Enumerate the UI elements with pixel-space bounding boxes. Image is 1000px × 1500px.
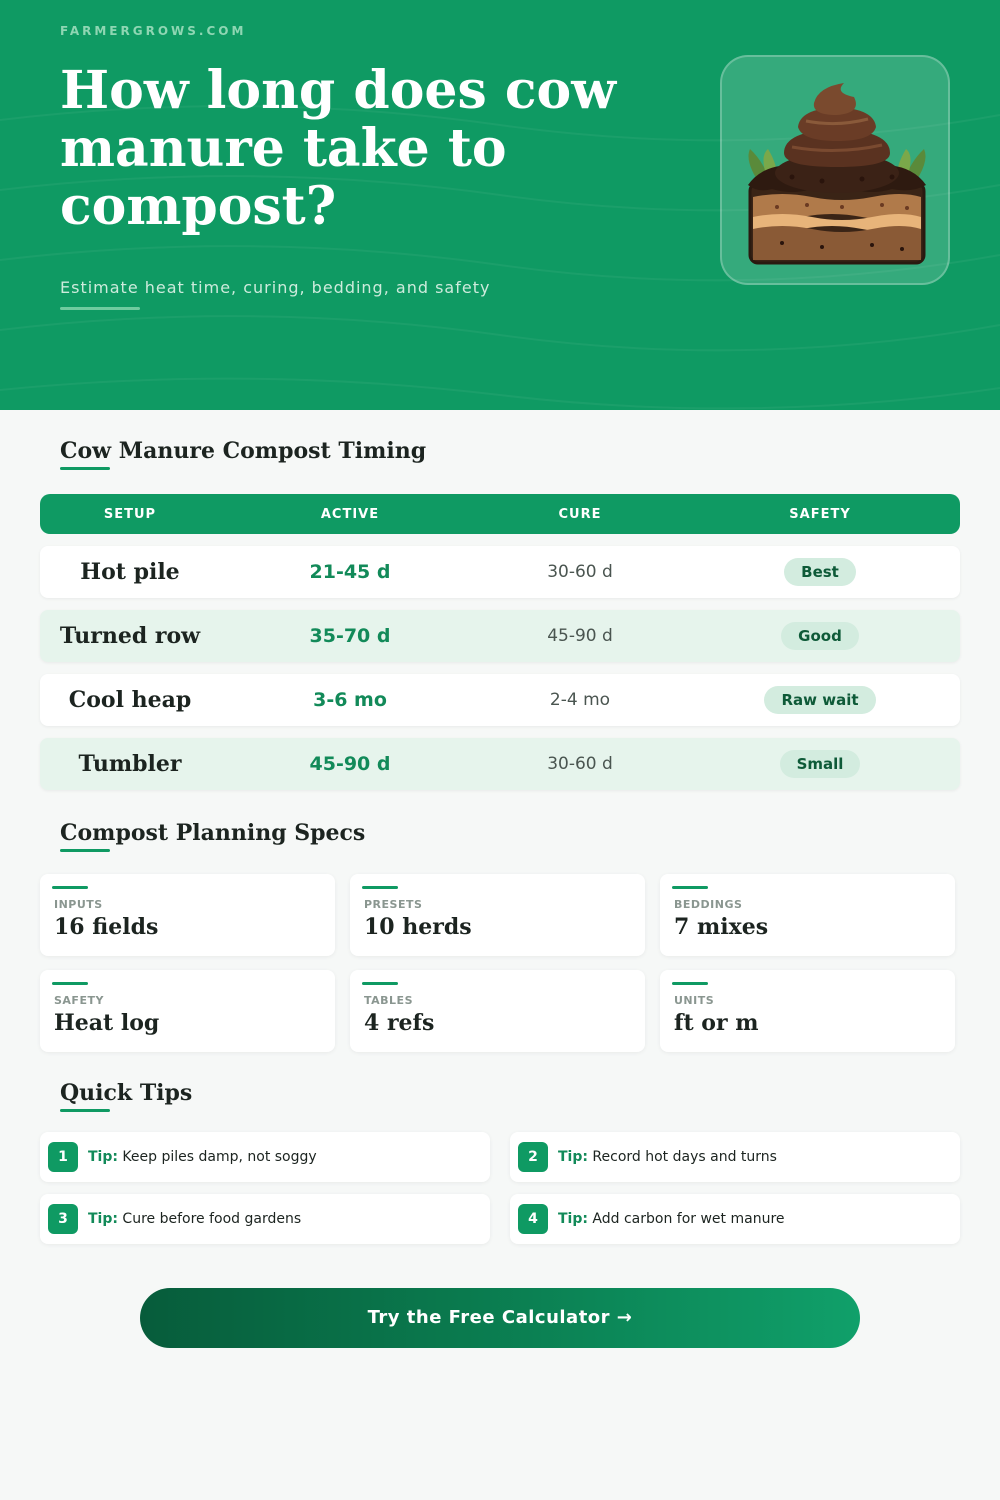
- tip-text: [558, 1132, 777, 1182]
- safety-cell: [720, 738, 920, 790]
- spec-label: UNITS: [674, 994, 715, 1007]
- safety-cell: [720, 546, 920, 598]
- site-name: FARMERGROWS.COM: [60, 24, 247, 38]
- safety-badge: Small: [780, 750, 861, 778]
- table-row: [40, 738, 960, 790]
- tip-item: [40, 1132, 490, 1182]
- active-cell: 3-6 mo: [313, 689, 387, 711]
- specs-section-title: Compost Planning Specs: [60, 820, 366, 846]
- hero-subtitle: Estimate heat time, curing, bedding, and safety: [60, 278, 491, 297]
- tip-number-badge: 2: [518, 1142, 548, 1172]
- spec-value: 10 herds: [364, 914, 472, 940]
- header-cure: CURE: [558, 507, 602, 522]
- spec-label: INPUTS: [54, 898, 103, 911]
- safety-badge: Best: [784, 558, 856, 586]
- spec-card: [40, 970, 335, 1052]
- spec-value: 16 fields: [54, 914, 159, 940]
- setup-cell: Tumbler: [78, 751, 182, 777]
- tip-prefix: Tip:: [558, 1211, 588, 1227]
- safety-cell: [720, 674, 920, 726]
- cure-cell: 2-4 mo: [549, 690, 611, 710]
- cure-cell: 30-60 d: [547, 754, 613, 774]
- tip-number-badge: 4: [518, 1204, 548, 1234]
- spec-value: Heat log: [54, 1010, 160, 1036]
- tips-section-title: Quick Tips: [60, 1080, 193, 1106]
- tip-text: [88, 1194, 301, 1244]
- header-safety: SAFETY: [789, 507, 851, 522]
- hero-icon-tile: [720, 55, 950, 285]
- tip-prefix: Tip:: [88, 1211, 118, 1227]
- tip-number-badge: 1: [48, 1142, 78, 1172]
- tip-body: Cure before food gardens: [122, 1211, 302, 1227]
- timing-section-title: Cow Manure Compost Timing: [60, 438, 427, 464]
- header-setup: SETUP: [103, 507, 157, 522]
- spec-card: [350, 970, 645, 1052]
- tip-body: Keep piles damp, not soggy: [122, 1149, 317, 1165]
- active-cell: 45-90 d: [309, 753, 391, 775]
- spec-card: [660, 874, 955, 956]
- spec-label: PRESETS: [364, 898, 423, 911]
- table-row: [40, 546, 960, 598]
- tip-text: [558, 1194, 785, 1244]
- timing-title-underline: [60, 467, 110, 470]
- spec-card: [660, 970, 955, 1052]
- table-row: [40, 674, 960, 726]
- active-cell: 21-45 d: [309, 561, 391, 583]
- hero-underline: [60, 307, 140, 310]
- spec-card-accent: [362, 982, 398, 985]
- spec-card: [40, 874, 335, 956]
- tip-prefix: Tip:: [88, 1149, 118, 1165]
- spec-label: TABLES: [364, 994, 413, 1007]
- cure-cell: 45-90 d: [547, 626, 613, 646]
- setup-cell: Turned row: [59, 623, 201, 649]
- page-title: How long does cow manure take to compost?: [60, 60, 617, 237]
- hero-banner: [0, 0, 1000, 410]
- spec-card-accent: [672, 886, 708, 889]
- tip-item: [510, 1132, 960, 1182]
- spec-card-accent: [672, 982, 708, 985]
- spec-value: 7 mixes: [674, 914, 769, 940]
- safety-cell: [720, 610, 920, 662]
- spec-card-accent: [52, 982, 88, 985]
- setup-cell: Cool heap: [68, 687, 192, 713]
- active-cell: 35-70 d: [309, 625, 391, 647]
- spec-value: 4 refs: [364, 1010, 435, 1036]
- spec-card-accent: [52, 886, 88, 889]
- tip-item: [40, 1194, 490, 1244]
- spec-label: BEDDINGS: [674, 898, 743, 911]
- tip-number-badge: 3: [48, 1204, 78, 1234]
- spec-label: SAFETY: [54, 994, 104, 1007]
- tip-text: [88, 1132, 317, 1182]
- header-active: ACTIVE: [320, 507, 380, 522]
- spec-value: ft or m: [674, 1010, 759, 1036]
- cure-cell: 30-60 d: [547, 562, 613, 582]
- tip-body: Record hot days and turns: [592, 1149, 777, 1165]
- tips-title-underline: [60, 1109, 110, 1112]
- compost-manure-icon: [722, 57, 952, 287]
- safety-badge: Raw wait: [764, 686, 875, 714]
- table-row: [40, 610, 960, 662]
- setup-cell: Hot pile: [80, 559, 180, 585]
- tip-body: Add carbon for wet manure: [592, 1211, 785, 1227]
- tip-item: [510, 1194, 960, 1244]
- specs-title-underline: [60, 849, 110, 852]
- safety-badge: Good: [781, 622, 859, 650]
- timing-table-header: [40, 494, 960, 534]
- calculator-cta-button[interactable]: Try the Free Calculator →: [140, 1288, 860, 1348]
- spec-card-accent: [362, 886, 398, 889]
- tip-prefix: Tip:: [558, 1149, 588, 1165]
- spec-card: [350, 874, 645, 956]
